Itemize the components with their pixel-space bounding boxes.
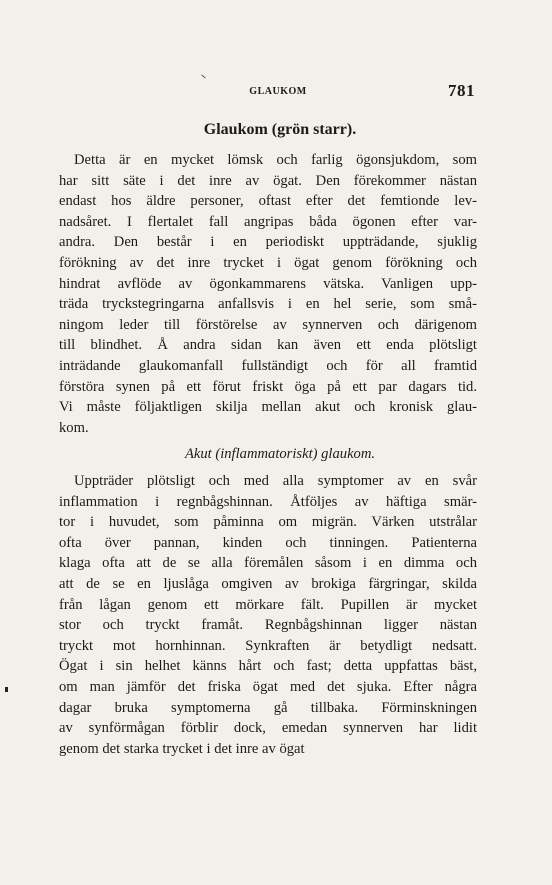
text-line: hindrat avflöde av ögonkammarens vätska. Vanligen upp- (59, 275, 477, 292)
text-line: Ögat i sin helhet känns hårt och fast; detta uppfattas bäst, (59, 658, 477, 675)
chapter-title: Glaukom (grön starr). (203, 121, 357, 138)
text-line: om man jämför det friska ögat med det sjuka. Efter några (59, 678, 477, 695)
text-line: träda tryckstegringarna anfallsvis i en hel serie, som små- (59, 296, 477, 313)
text-line: stor och tryckt framåt. Regnbågshinnan ligger nästan (59, 617, 477, 634)
text-line: Uppträder plötsligt och med alla symptomer av en svår (74, 473, 477, 489)
text-line: andra. Den består i en periodiskt uppträdande, sjuklig (59, 234, 477, 251)
text-line: av synförmågan förblir dock, emedan synnerven har lidit (59, 720, 477, 737)
text-line: klaga ofta att de se alla föremålen såsom i en dimma och (59, 555, 477, 572)
page-number: 781 (448, 81, 475, 100)
running-head: GLAUKOM (249, 86, 307, 97)
margin-mark (5, 687, 8, 692)
text-line: nadsåret. I flertalet fall angripas båda ögonen efter var- (59, 213, 477, 230)
text-line: ningom leder till förstörelse av synnerven och därigenom (59, 316, 477, 333)
text-line: till blindhet. Å andra sidan kan även ett enda plötsligt (59, 337, 477, 354)
text-line: Vi måste följaktligen skilja mellan akut och kronisk glau- (59, 399, 477, 416)
text-line: inträdande glaukomanfall fullständigt och för all framtid (59, 357, 477, 374)
text-line: dagar bruka symptomerna gå tillbaka. Förminskningen (59, 699, 477, 716)
text-line: förstöra synen på ett förut friskt öga på ett par dagars tid. (59, 378, 477, 395)
paragraph-glaukom-intro (59, 150, 477, 438)
text-line: ofta över pannan, kinden och tinningen. Patienterna (59, 534, 477, 551)
section-heading: Akut (inflammatoriskt) glaukom. (184, 446, 376, 462)
text-line: kom. (59, 419, 89, 436)
text-line: tor i huvudet, som påminna om migrän. Värken utstrålar (59, 514, 477, 531)
text-line: förökning av det inre trycket i ögat genom förökning och (59, 254, 477, 271)
text-line: Detta är en mycket lömsk och farlig ögonsjukdom, som (74, 152, 477, 168)
text-line: inflammation i regnbågshinnan. Åtföljes av häftiga smär- (59, 493, 477, 510)
print-mark (201, 75, 205, 79)
text-line: genom det starka trycket i det inre av ögat (59, 740, 305, 757)
text-line: tryckt mot hornhinnan. Synkraften är betydligt nedsatt. (59, 637, 477, 654)
text-line: att de se en ljuslåga omgiven av brokiga färgringar, skilda (59, 575, 477, 592)
text-line: från lågan genom ett mörkare fält. Pupillen är mycket (59, 596, 477, 613)
paragraph-akut-glaukom (59, 471, 477, 759)
text-line: har sitt säte i det inre av ögat. Den förekommer nästan (59, 172, 477, 189)
text-line: endast hos äldre personer, oftast efter det femtionde lev- (59, 193, 477, 210)
